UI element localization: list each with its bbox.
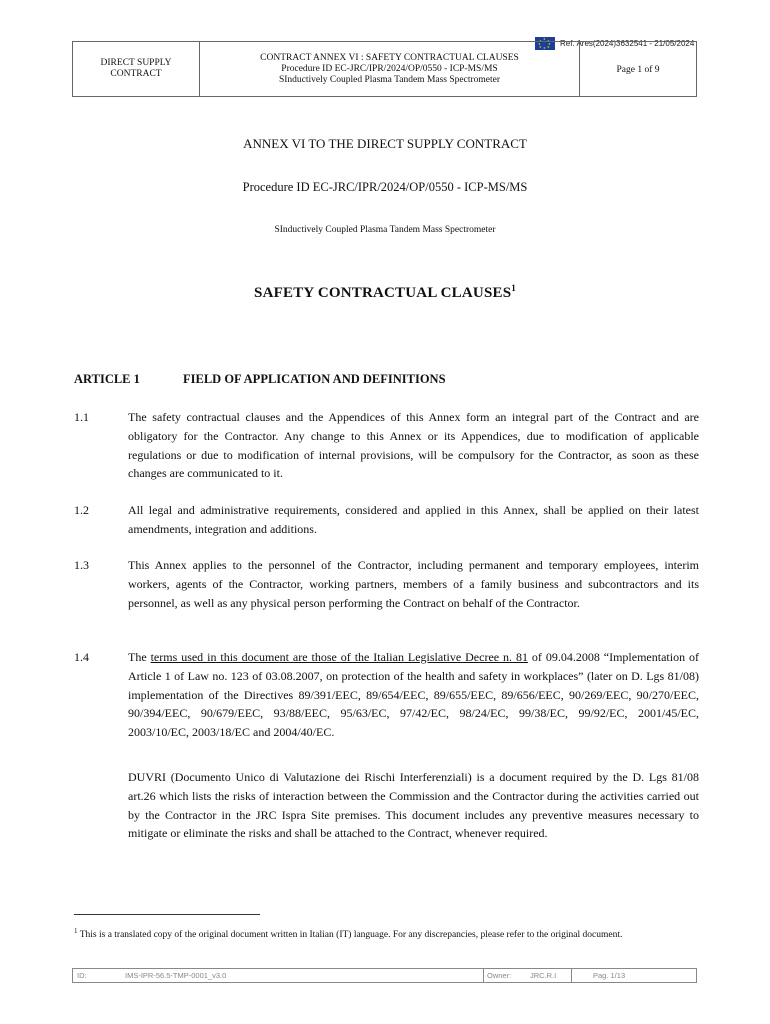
footer-id-value: IMS-IPR-56.5-TMP-0001_v3.0 bbox=[125, 971, 227, 980]
procedure-id: Procedure ID EC-JRC/IPR/2024/OP/0550 - ICP-MS/MS bbox=[242, 180, 528, 194]
header-document-title bbox=[200, 42, 580, 96]
footnote-divider bbox=[74, 914, 260, 915]
header-mid-line1: CONTRACT ANNEX VI : SAFETY CONTRACTUAL CLAUSES bbox=[260, 52, 519, 63]
header-left-line2: CONTRACT bbox=[110, 69, 162, 79]
header-mid-line2: Procedure ID EC-JRC/IPR/2024/OP/0550 - ICP-MS/MS bbox=[281, 63, 498, 74]
clause-1-1 bbox=[74, 408, 699, 483]
clause-text-post: of 09.04.2008 “Implementation of Article 1 of Law no. 123 of 03.08.2007, on protection of the health and safety in workplaces” (later on D. Lgs 81/08) implementation of the Directives 89/391/EEC, 89/654/EEC, 89/655/EEC, 89/656/EEC, 90/269/EEC, 90/270/EEC, 90/394/EEC, 90/679/EEC, 93/88/EEC, 95/63/EC, 97/42/EC, 98/24/EC, 99/38/EC, 99/92/EC, 2001/45/EC, 2003/10/EC, 2003/18/EC and 2004/40/EC. bbox=[128, 650, 700, 740]
clause-text-pre: The bbox=[128, 650, 151, 664]
footnote-text: This is a translated copy of the original document written in Italian (IT) language. For any discrepancies, please refer to the original document. bbox=[79, 930, 623, 941]
header-contract-type bbox=[73, 42, 200, 96]
main-title bbox=[0, 283, 770, 302]
clause-text: The safety contractual clauses and the Appendices of this Annex form an integral part of the Contract and are obligatory for the Contractor. Any change to this Annex or its Appendices, due to modification of applicable regulations or due to modification of internal provisions, will be compulsory for the Contractor, as soon as these changes are communicated to it. bbox=[128, 410, 699, 481]
instrument-name: SInductively Coupled Plasma Tandem Mass Spectrometer bbox=[274, 225, 496, 235]
reference-text: Ref. Ares(2024)3632541 - 21/05/2024 bbox=[560, 38, 695, 48]
footer-id-label: ID: bbox=[77, 971, 87, 980]
duvri-text: DUVRI (Documento Unico di Valutazione dei Rischi Interferenziali) is a document required by the D. Lgs 81/08 art.26 which lists the risks of interaction between the Commission and the Contractor during the activities carried out by the Contractor in the JRC Ispra Site premises. This document includes any preventive measures necessary to mitigate or eliminate the risks and shall be attached to the Contract, whenever required. bbox=[128, 770, 699, 841]
footer-page: Pag. 1/13 bbox=[593, 971, 626, 980]
header-table bbox=[72, 38, 697, 97]
page-footer bbox=[72, 968, 697, 983]
footer-owner-value: JRC.R.I bbox=[530, 971, 557, 980]
eu-flag-icon: ★ ★ ★ ★ ★ ★ ★ ★ bbox=[535, 37, 555, 50]
footer-owner-label: Owner: bbox=[487, 971, 512, 980]
clause-1-3 bbox=[74, 556, 699, 612]
clause-text: All legal and administrative requirements, considered and applied in this Annex, shall be applied on their latest amendments, integration and additions. bbox=[128, 503, 699, 536]
legislative-decree-link[interactable]: terms used in this document are those of the Italian Legislative Decree n. 81 bbox=[150, 650, 528, 664]
clause-text: This Annex applies to the personnel of the Contractor, including permanent and temporary employees, interim workers, agents of the Contractor, working partners, members of a family business and subcontractors and its personnel, as well as any physical person performing the Contract on behalf of the Contractor. bbox=[128, 558, 699, 610]
clause-number: 1.4 bbox=[74, 650, 89, 664]
article-heading bbox=[74, 372, 446, 387]
footer-divider bbox=[571, 969, 572, 982]
clause-number: 1.3 bbox=[74, 558, 89, 572]
clause-text bbox=[128, 648, 699, 742]
annex-title: ANNEX VI TO THE DIRECT SUPPLY CONTRACT bbox=[243, 136, 527, 151]
article-title: FIELD OF APPLICATION AND DEFINITIONS bbox=[183, 372, 446, 386]
duvri-paragraph bbox=[74, 768, 699, 843]
clause-number: 1.1 bbox=[74, 410, 89, 424]
footnote bbox=[74, 924, 699, 942]
main-title-text: SAFETY CONTRACTUAL CLAUSES bbox=[254, 285, 512, 301]
header-mid-line3: SInductively Coupled Plasma Tandem Mass Spectrometer bbox=[278, 74, 501, 85]
clause-number: 1.2 bbox=[74, 503, 89, 517]
article-number: ARTICLE 1 bbox=[74, 372, 140, 386]
clause-1-4 bbox=[74, 648, 699, 742]
header-left-line1: DIRECT SUPPLY bbox=[100, 58, 172, 68]
header-page-number: Page 1 of 9 bbox=[616, 65, 660, 75]
footnote-reference[interactable]: 1 bbox=[511, 283, 516, 293]
footer-divider bbox=[483, 969, 484, 982]
footnote-number: 1 bbox=[74, 927, 78, 935]
clause-1-2 bbox=[74, 501, 699, 539]
